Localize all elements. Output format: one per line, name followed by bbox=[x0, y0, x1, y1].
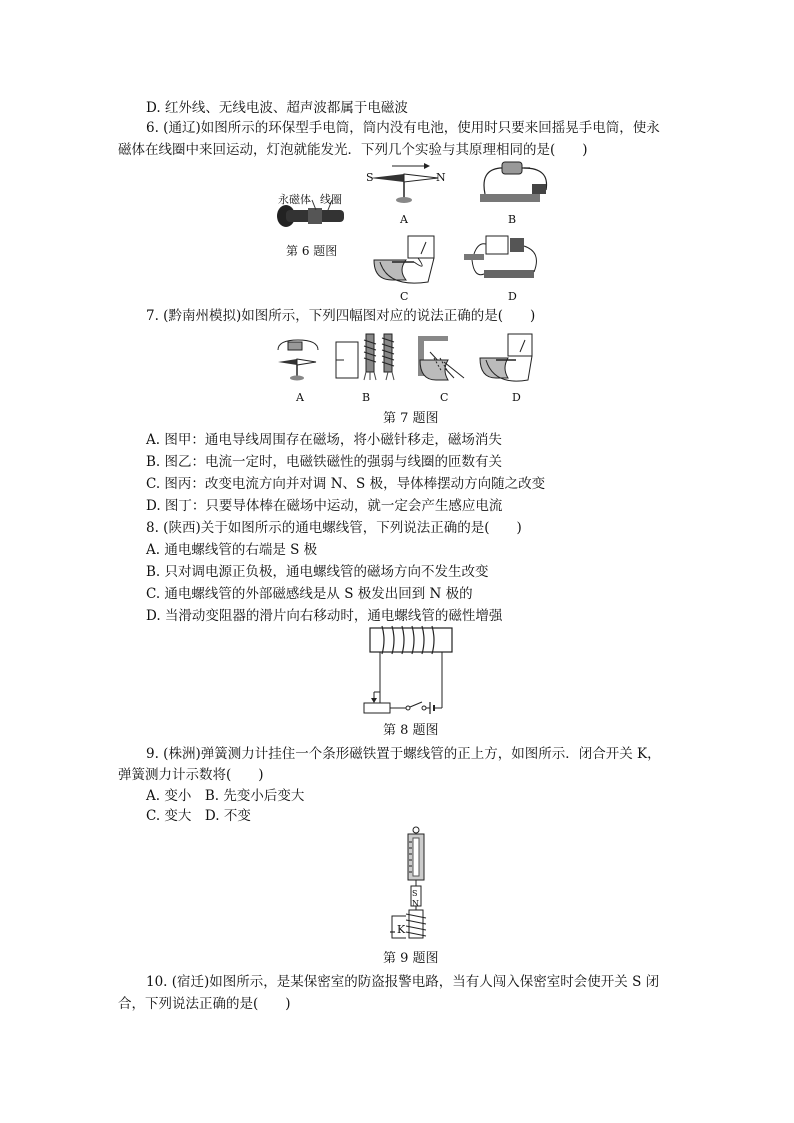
q7-fig-c-letter: C bbox=[440, 391, 449, 404]
q6-fig-a-s-label: S bbox=[366, 171, 374, 184]
q7-fig-b bbox=[334, 332, 402, 384]
q8-stem: 8. (陕西)关于如图所示的通电螺线管，下列说法正确的是( ) bbox=[146, 520, 522, 536]
q9-switch-k-label: K bbox=[397, 923, 406, 936]
q6-fig-d-letter: D bbox=[508, 290, 517, 303]
q7-option-b: B. 图乙：电流一定时，电磁铁磁性的强弱与线圈的匝数有关 bbox=[146, 454, 503, 470]
q6-stem-line2: 磁体在线圈中来回运动，灯泡就能发光．下列几个实验与其原理相同的是( ) bbox=[118, 142, 588, 158]
q9-stem-line1: 9. (株洲)弹簧测力计挂住一个条形磁铁置于螺线管的正上方，如图所示．闭合开关 K， bbox=[146, 746, 661, 762]
q6-fig-a-n-label: N bbox=[436, 171, 446, 184]
q7-fig-d bbox=[476, 332, 536, 386]
q7-fig-a bbox=[272, 336, 322, 384]
q6-fig-b-circuit bbox=[470, 160, 560, 210]
q9-magnet-s-label: S bbox=[412, 889, 418, 898]
q8-option-a: A. 通电螺线管的右端是 S 极 bbox=[146, 542, 318, 558]
q8-solenoid-circuit bbox=[360, 626, 460, 718]
q8-option-b: B. 只对调电源正负极，通电螺线管的磁场方向不发生改变 bbox=[146, 564, 489, 580]
q7-option-a: A. 图甲：通电导线周围存在磁场，将小磁针移走，磁场消失 bbox=[146, 432, 502, 448]
q9-figure-caption: 第 9 题图 bbox=[383, 951, 439, 966]
q10-stem-line2: 合，下列说法正确的是( ) bbox=[118, 996, 291, 1012]
q6-figure-caption: 第 6 题图 bbox=[286, 244, 338, 258]
q6-fig-a-letter: A bbox=[400, 213, 408, 226]
q7-stem: 7. (黔南州模拟)如图所示，下列四幅图对应的说法正确的是( ) bbox=[146, 308, 536, 324]
q10-stem-line1: 10. (宿迁)如图所示，是某保密室的防盗报警电路，当有人闯入保密室时会使开关 S 闭 bbox=[146, 974, 660, 990]
q7-fig-c bbox=[414, 332, 470, 386]
q6-fig-c-letter: C bbox=[400, 290, 409, 303]
q7-figure-caption: 第 7 题图 bbox=[383, 411, 439, 426]
q7-option-d: D. 图丁：只要导体棒在磁场中运动，就一定会产生感应电流 bbox=[146, 498, 503, 514]
q7-option-c: C. 图丙：改变电流方向并对调 N、S 极，导体棒摆动方向随之改变 bbox=[146, 476, 546, 492]
q6-label-magnet: 永磁体 bbox=[278, 193, 311, 206]
q7-fig-b-letter: B bbox=[362, 391, 371, 404]
q8-option-d: D. 当滑动变阻器的滑片向右移动时，通电螺线管的磁性增强 bbox=[146, 608, 503, 624]
q9-options-row1: A. 变小 B. 先变小后变大 bbox=[146, 788, 305, 804]
q6-stem-line1: 6. (通辽)如图所示的环保型手电筒，筒内没有电池，使用时只要来回摇晃手电筒，使永 bbox=[146, 120, 660, 136]
q9-stem-line2: 弹簧测力计示数将( ) bbox=[118, 767, 264, 783]
q6-fig-c-galvanometer bbox=[368, 232, 448, 290]
q9-options-row2: C. 变大 D. 不变 bbox=[146, 808, 251, 824]
q8-figure-caption: 第 8 题图 bbox=[383, 723, 439, 738]
q9-spring-scale-figure bbox=[386, 826, 446, 944]
q6-fig-b-letter: B bbox=[508, 213, 517, 226]
q7-fig-a-letter: A bbox=[296, 391, 304, 404]
q6-fig-d-apparatus bbox=[462, 232, 552, 290]
q7-fig-d-letter: D bbox=[512, 391, 521, 404]
q8-option-c: C. 通电螺线管的外部磁感线是从 S 极发出回到 N 极的 bbox=[146, 586, 473, 602]
q9-magnet-n-label: N bbox=[412, 899, 419, 908]
q6-fig-a-compass bbox=[362, 160, 452, 210]
q6-label-coil: 线圈 bbox=[320, 193, 342, 206]
q5-option-d: D. 红外线、无线电波、超声波都属于电磁波 bbox=[146, 100, 408, 116]
